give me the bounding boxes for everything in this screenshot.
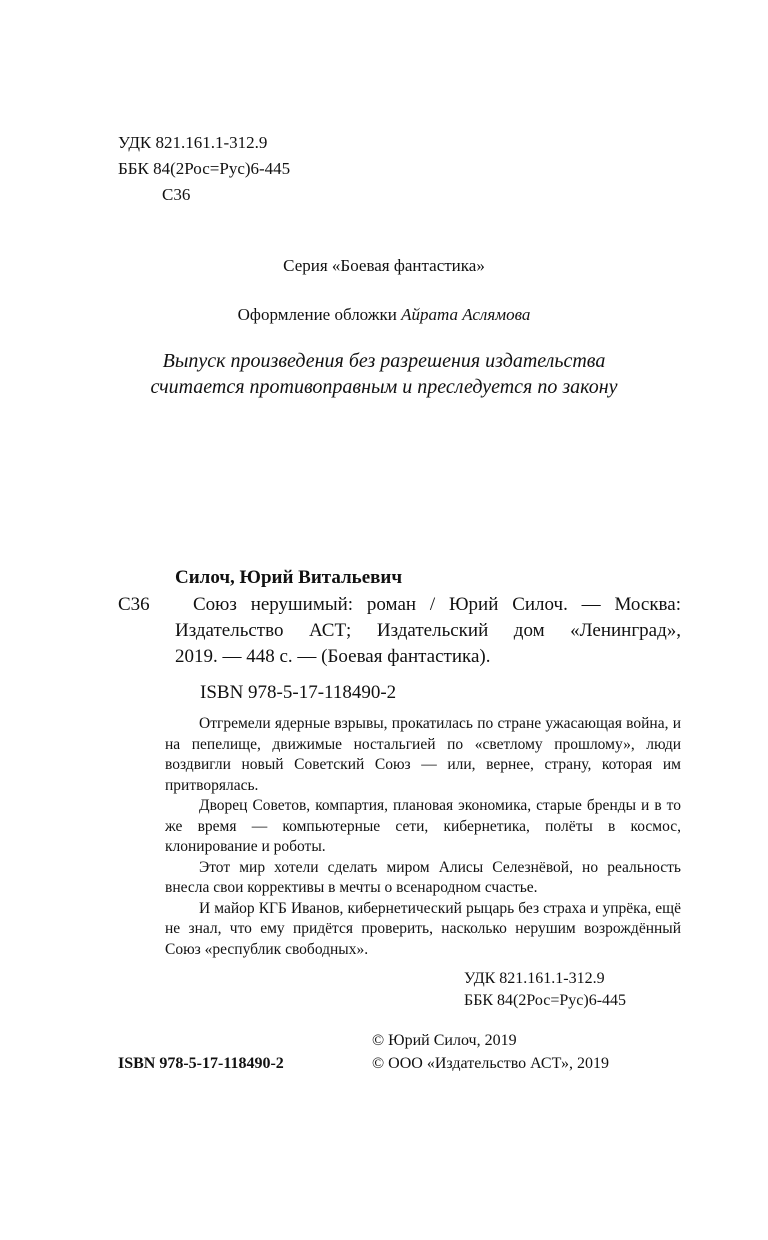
catalog-isbn: ISBN 978-5-17-118490-2 xyxy=(200,682,397,703)
annotation xyxy=(165,714,681,960)
annotation-paragraph: И майор КГБ Иванов, кибернетический рыцарь без страха и упрёка, ещё не знал, что ему придётся проверить, насколько нерушим возрождённый Союз «республик свободных». xyxy=(165,899,681,958)
cover-design-line xyxy=(0,304,768,326)
catalog-line: Союз нерушимый: роман / Юрий Силоч. — Москва: xyxy=(193,594,681,615)
catalog-mark: С36 xyxy=(118,594,150,615)
legal-notice xyxy=(0,348,768,400)
footer-isbn: ISBN 978-5-17-118490-2 xyxy=(118,1055,284,1072)
legal-notice-line1: Выпуск произведения без разрешения издательства xyxy=(162,350,606,372)
legal-notice-line2: считается противоправным и преследуется по закону xyxy=(150,376,618,398)
udk-code-bottom: УДК 821.161.1-312.9 xyxy=(464,970,605,987)
catalog-description xyxy=(175,592,681,670)
catalog-author: Силоч, Юрий Витальевич xyxy=(175,567,403,588)
cover-design-prefix: Оформление обложки xyxy=(237,305,402,324)
catalog-line: Издательство АСТ; Издательский дом «Ленинград», xyxy=(175,620,681,641)
annotation-paragraph: Дворец Советов, компартия, плановая экономика, старые бренды и в то же время — компьютерные сети, кибернетика, полёты в космос, клонирование и роботы. xyxy=(165,797,681,855)
copyright-author: © Юрий Силоч, 2019 xyxy=(372,1032,517,1049)
annotation-paragraph: Отгремели ядерные взрывы, прокатилась по стране ужасающая война, и на пепелище, движимые ностальгией по «светлому прошлому», люди воздвигли новый Советский Союз — или, вернее, страну, которая им притворялась. xyxy=(165,715,681,794)
author-mark-top: С36 xyxy=(162,185,191,204)
bbk-code-bottom: ББК 84(2Рос=Рус)6-445 xyxy=(464,992,627,1009)
cover-designer-name: Айрата Аслямова xyxy=(401,305,531,324)
bbk-code-top: ББК 84(2Рос=Рус)6-445 xyxy=(118,159,291,178)
annotation-paragraph: Этот мир хотели сделать миром Алисы Селезнёвой, но реальность внесла свои коррективы в мечты о всенародном счастье. xyxy=(165,858,681,896)
copyright-publisher: © ООО «Издательство АСТ», 2019 xyxy=(372,1055,609,1072)
catalog-line: 2019. — 448 с. — (Боевая фантастика). xyxy=(175,646,491,667)
series-line: Серия «Боевая фантастика» xyxy=(283,256,485,275)
udk-code-top: УДК 821.161.1-312.9 xyxy=(118,133,268,152)
